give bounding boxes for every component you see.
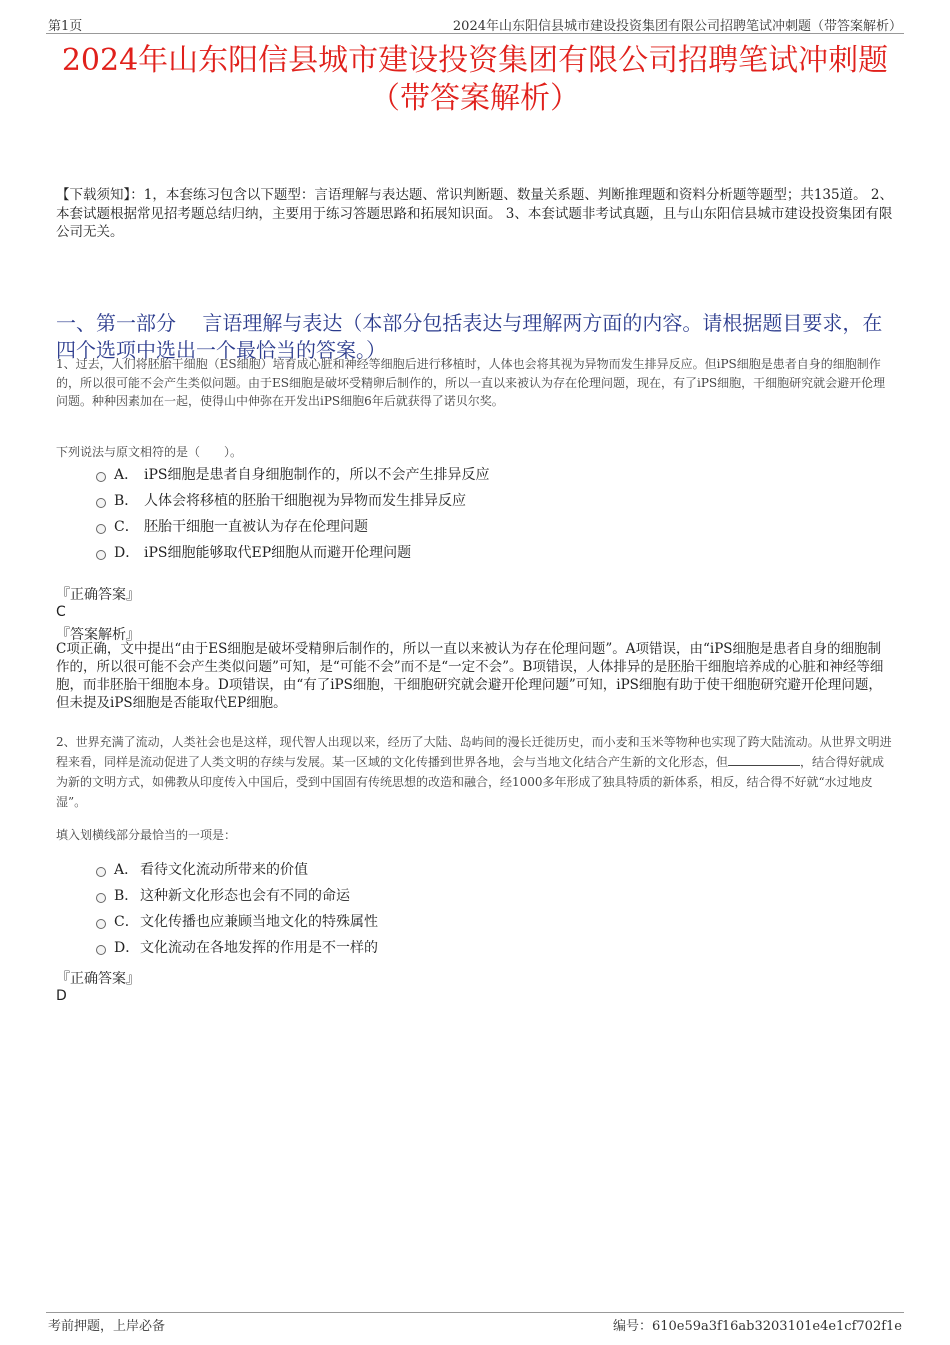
question-2-answer-label: 『正确答案』 bbox=[56, 971, 140, 987]
page-header bbox=[46, 14, 904, 34]
footer-slogan: 考前押题，上岸必备 bbox=[48, 1319, 166, 1334]
option-text: 人体会将移植的胚胎干细胞视为异物而发生排异反应 bbox=[144, 493, 466, 509]
download-notice: 【下载须知】：1，本套练习包含以下题型：言语理解与表达题、常识判断题、数量关系题、判断推理题和资料分析题等题型；共135道。 2、本套试题根据常见招考题总结归纳，主要用于练习答题思路和拓展知识面。 3、本套试题非考试真题，且与山东阳信县城市建设投资集团有限公司无关。 bbox=[56, 187, 893, 240]
question-1-text: 1、过去，人们将胚胎干细胞（ES细胞）培育成心脏和神经等细胞后进行移植时，人体也会将其视为异物而发生排异反应。但iPS细胞是患者自身的细胞制作的，所以很可能不会产生类似问题。由于ES细胞是破坏受精卵后制作的，所以一直以来被认为存在伦理问题，现在，有了iPS细胞，干细胞研究就会避开伦理问题。种种因素加在一起，使得山中伸弥在开发出iPS细胞6年后就获得了诺贝尔奖。 bbox=[56, 357, 886, 408]
question-1-answer: C bbox=[56, 604, 66, 620]
option-text: iPS细胞能够取代EP细胞从而避开伦理问题 bbox=[144, 545, 412, 561]
page-footer bbox=[46, 1312, 904, 1334]
option-letter: A． bbox=[114, 467, 139, 483]
option-text: iPS细胞是患者自身细胞制作的，所以不会产生排异反应 bbox=[144, 467, 490, 483]
document-title bbox=[40, 42, 910, 118]
question-1-answer-label: 『正确答案』 bbox=[56, 587, 140, 603]
radio-icon[interactable] bbox=[96, 550, 106, 560]
question-2-text bbox=[56, 732, 892, 812]
question-1-analysis: C项正确，文中提出“由于ES细胞是破坏受精卵后制作的，所以一直以来被认为存在伦理问题”。A项错误，由“iPS细胞是患者自身的细胞制作的，所以很可能不会产生类似问题”可知，是“可能不会”而不是“一定不会”。B项错误，人体排异的是胚胎干细胞培养成的心脏和神经等细胞，而非胚胎干细胞本身。D项错误，由“有了iPS细胞，干细胞研究就会避开伦理问题”可知，iPS细胞有助于使干细胞研究避开伦理问题，但未提及iPS细胞是否能取代EP细胞。 bbox=[56, 641, 884, 711]
page-number: 第1页 bbox=[48, 19, 83, 34]
radio-icon[interactable] bbox=[96, 498, 106, 508]
document-title-line2: （带答案解析） bbox=[370, 81, 580, 116]
question-1-analysis-label: 『答案解析』 bbox=[56, 627, 140, 643]
radio-icon[interactable] bbox=[96, 867, 106, 877]
option-letter: B． bbox=[114, 493, 139, 509]
option-letter: D． bbox=[114, 940, 140, 956]
radio-icon[interactable] bbox=[96, 919, 106, 929]
question-2-text-after: ，结合得好就成为新的文明方式，如佛教从印度传入中国后，受到中国固有传统思想的改造和融合，经1000多年形成了独具特质的新体系，相反，结合得不好就“水过地皮湿”。 bbox=[56, 755, 885, 809]
question-2-answer: D bbox=[56, 988, 67, 1004]
radio-icon[interactable] bbox=[96, 893, 106, 903]
question-2-text-before: 2、世界充满了流动，人类社会也是这样，现代智人出现以来，经历了大陆、岛屿间的漫长迁徙历史，而小麦和玉米等物种也实现了跨大陆流动。从世界文明进程来看，同样是流动促进了人类文明的存续与发展。某一区域的文化传播到世界各地，会与当地文化结合产生新的文化形态，但 bbox=[56, 735, 892, 769]
option-letter: C． bbox=[114, 914, 139, 930]
question-1-prompt: 下列说法与原文相符的是（ ）。 bbox=[56, 445, 243, 459]
option-letter: A． bbox=[114, 862, 139, 878]
option-letter: D． bbox=[114, 545, 140, 561]
radio-icon[interactable] bbox=[96, 524, 106, 534]
document-title-line1: 2024年山东阳信县城市建设投资集团有限公司招聘笔试冲刺题 bbox=[61, 43, 889, 78]
radio-icon[interactable] bbox=[96, 945, 106, 955]
radio-icon[interactable] bbox=[96, 472, 106, 482]
option-text: 看待文化流动所带来的价值 bbox=[140, 862, 308, 878]
option-text: 文化传播也应兼顾当地文化的特殊属性 bbox=[140, 914, 378, 930]
option-text: 胚胎干细胞一直被认为存在伦理问题 bbox=[144, 519, 368, 535]
section-title: 一、第一部分 言语理解与表达（本部分包括表达与理解两方面的内容。请根据题目要求，在四个选项中选出一个最恰当的答案。） bbox=[56, 311, 883, 362]
option-text: 文化流动在各地发挥的作用是不一样的 bbox=[140, 940, 378, 956]
header-doc-title: 2024年山东阳信县城市建设投资集团有限公司招聘笔试冲刺题（带答案解析） bbox=[452, 19, 902, 34]
option-letter: C． bbox=[114, 519, 139, 535]
fill-blank bbox=[728, 754, 800, 766]
question-2-prompt: 填入划横线部分最恰当的一项是： bbox=[56, 828, 237, 842]
option-text: 这种新文化形态也会有不同的命运 bbox=[140, 888, 350, 904]
option-letter: B． bbox=[114, 888, 139, 904]
footer-serial: 编号：610e59a3f16ab3203101e4e1cf702f1e bbox=[612, 1319, 902, 1334]
